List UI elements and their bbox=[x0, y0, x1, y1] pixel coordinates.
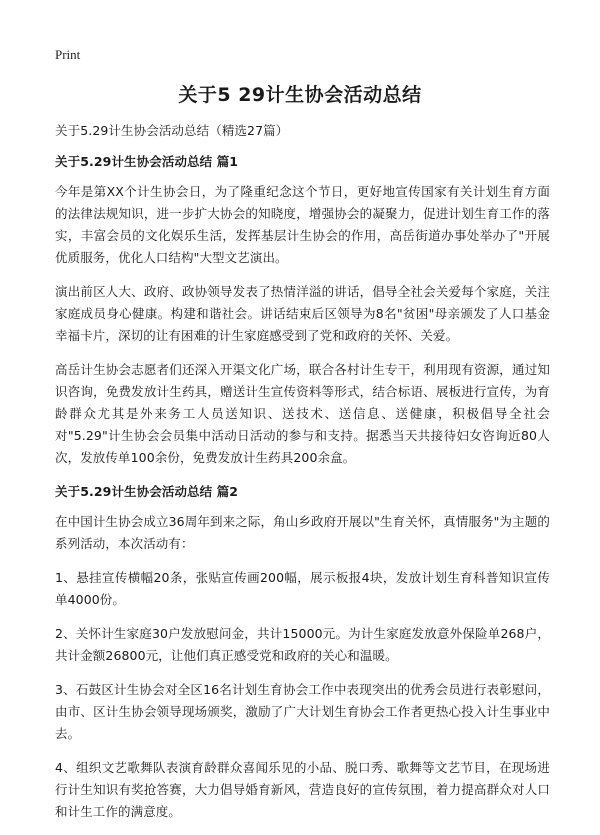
section-heading-1: 关于5.29计生协会活动总结 篇1 bbox=[55, 154, 239, 169]
paragraph: 1、悬挂宣传横幅20条，张贴宣传画200幅，展示板报4块，发放计划生育科普知识宣传单4000份。 bbox=[55, 570, 550, 607]
paragraph: 4、组织文艺歌舞队表演育龄群众喜闻乐见的小品、脱口秀、歌舞等文艺节目，在现场进行计生知识有奖抢答赛，大力倡导婚育新风，营造良好的宣传氛围，着力提高群众对人口和计生工作的满意度。 bbox=[55, 760, 550, 819]
paragraph: 2、关怀计生家庭30户发放慰问金，共计15000元。为计生家庭发放意外保险单268户，共计金额26800元，让他们真正感受党和政府的关心和温暖。 bbox=[55, 626, 550, 663]
paragraph: 今年是第XX个计生协会日，为了隆重纪念这个节日，更好地宣传国家有关计划生育方面的法律法规知识，进一步扩大协会的知晓度，增强协会的凝聚力，促进计划生育工作的落实，丰富会员的文化娱乐生活，发挥基层计生协会的作用，高岳街道办事处举办了"开展优质服务，优化人口结构"大型文艺演出。 bbox=[55, 184, 550, 265]
print-link[interactable]: Print bbox=[55, 47, 81, 62]
paragraph: 高岳计生协会志愿者们还深入开渠文化广场，联合各村计生专干，利用现有资源，通过知识咨询，免费发放计生药具，赠送计生宣传资料等形式，结合标语、展板进行宣传，为育龄群众尤其是外来务工人员送知识、送技术、送信息、送健康，积极倡导全社会对"5.29"计生协会会员集中活动日活动的参与和支持。据悉当天共接待妇女咨询近80人次，发放传单100余份，免费发放计生药具200余盒。 bbox=[55, 362, 550, 465]
page-title: 关于5 29计生协会活动总结 bbox=[178, 84, 422, 106]
paragraph: 在中国计生协会成立36周年到来之际，角山乡政府开展以"生育关怀，真情服务"为主题的系列活动，本次活动有： bbox=[55, 514, 550, 551]
section-heading-2: 关于5.29计生协会活动总结 篇2 bbox=[55, 484, 239, 499]
paragraph: 演出前区人大、政府、政协领导发表了热情洋溢的讲话，倡导全社会关爱每个家庭，关注家庭成员身心健康。构建和谐社会。讲话结束后区领导为8名"贫困"母亲颁发了人口基金幸福卡片，深切的让有困难的计生家庭感受到了党和政府的关怀、关爱。 bbox=[55, 284, 550, 343]
paragraph: 3、石鼓区计生协会对全区16名计划生育协会工作中表现突出的优秀会员进行表彰慰问，由市、区计生协会领导现场颁奖，激励了广大计划生育协会工作者更热心投入计生事业中去。 bbox=[55, 682, 550, 741]
article-subtitle: 关于5.29计生协会活动总结（精选27篇） bbox=[55, 123, 289, 138]
article-body bbox=[55, 120, 550, 835]
